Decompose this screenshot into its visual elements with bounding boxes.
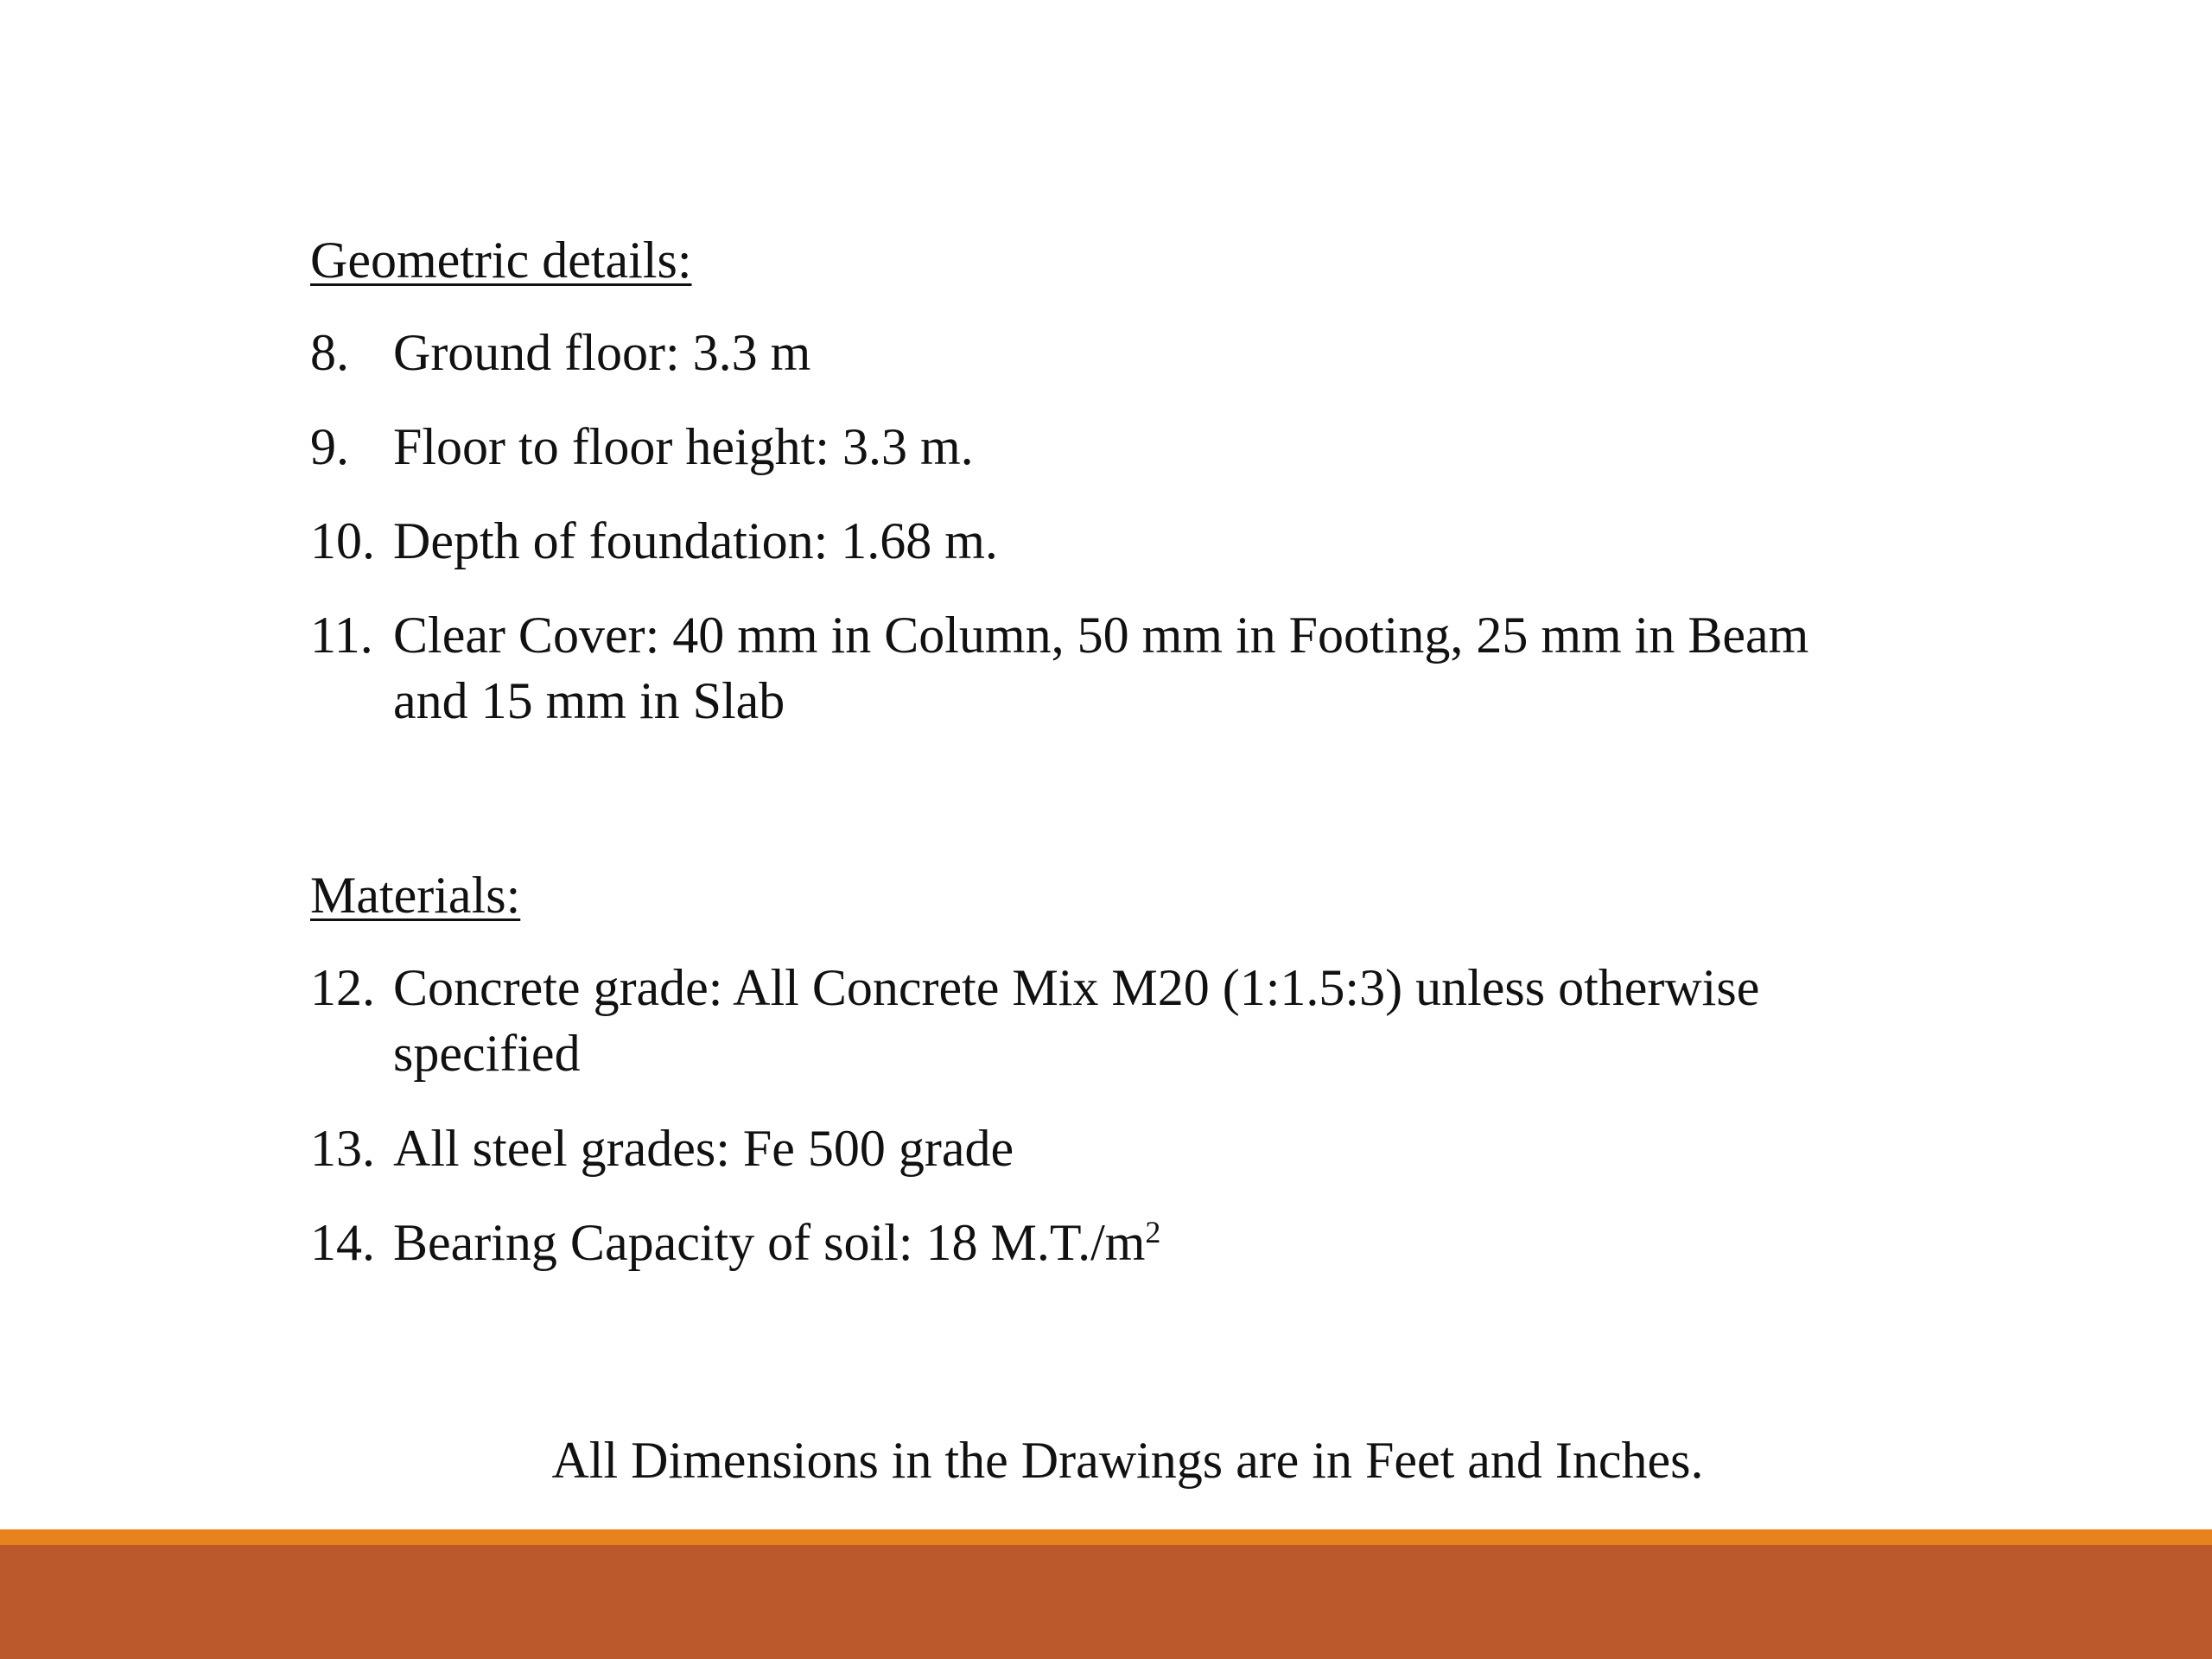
list-number: 14. xyxy=(310,1214,375,1271)
list-number: 11. xyxy=(310,607,373,664)
list-text: Ground floor: 3.3 m xyxy=(393,324,811,381)
list-number: 10. xyxy=(310,512,375,569)
footer-bar xyxy=(0,1545,2212,1659)
geometric-details-heading: Geometric details: xyxy=(310,232,692,289)
list-item-11 xyxy=(310,602,1952,734)
list-number: 9. xyxy=(310,418,349,475)
list-text-line-2: and 15 mm in Slab xyxy=(393,672,785,729)
dimensions-note: All Dimensions in the Drawings are in Feet and Inches. xyxy=(551,1432,1704,1489)
accent-stripe xyxy=(0,1529,2212,1545)
list-item-13 xyxy=(310,1116,1952,1181)
list-text-line-1: Concrete grade: All Concrete Mix M20 (1:1.5:3) unless otherwise xyxy=(393,959,1760,1016)
list-item-8 xyxy=(310,320,1952,385)
materials-heading: Materials: xyxy=(310,867,521,924)
list-text: All steel grades: Fe 500 grade xyxy=(393,1120,1014,1177)
list-item-12 xyxy=(310,955,1952,1086)
list-text-line-1: Clear Cover: 40 mm in Column, 50 mm in Footing, 25 mm in Beam xyxy=(393,607,1809,664)
list-text: Depth of foundation: 1.68 m. xyxy=(393,512,998,569)
list-number: 12. xyxy=(310,959,375,1016)
superscript: 2 xyxy=(1145,1215,1161,1250)
list-item-14 xyxy=(310,1210,1952,1275)
list-number: 8. xyxy=(310,324,349,381)
bearing-capacity-text: Bearing Capacity of soil: 18 M.T./m xyxy=(393,1214,1146,1271)
list-text xyxy=(393,1210,1952,1275)
list-text-line-2: specified xyxy=(393,1025,581,1082)
list-item-9 xyxy=(310,414,1952,480)
list-text: Floor to floor height: 3.3 m. xyxy=(393,418,974,475)
list-number: 13. xyxy=(310,1120,375,1177)
list-item-10 xyxy=(310,508,1952,574)
